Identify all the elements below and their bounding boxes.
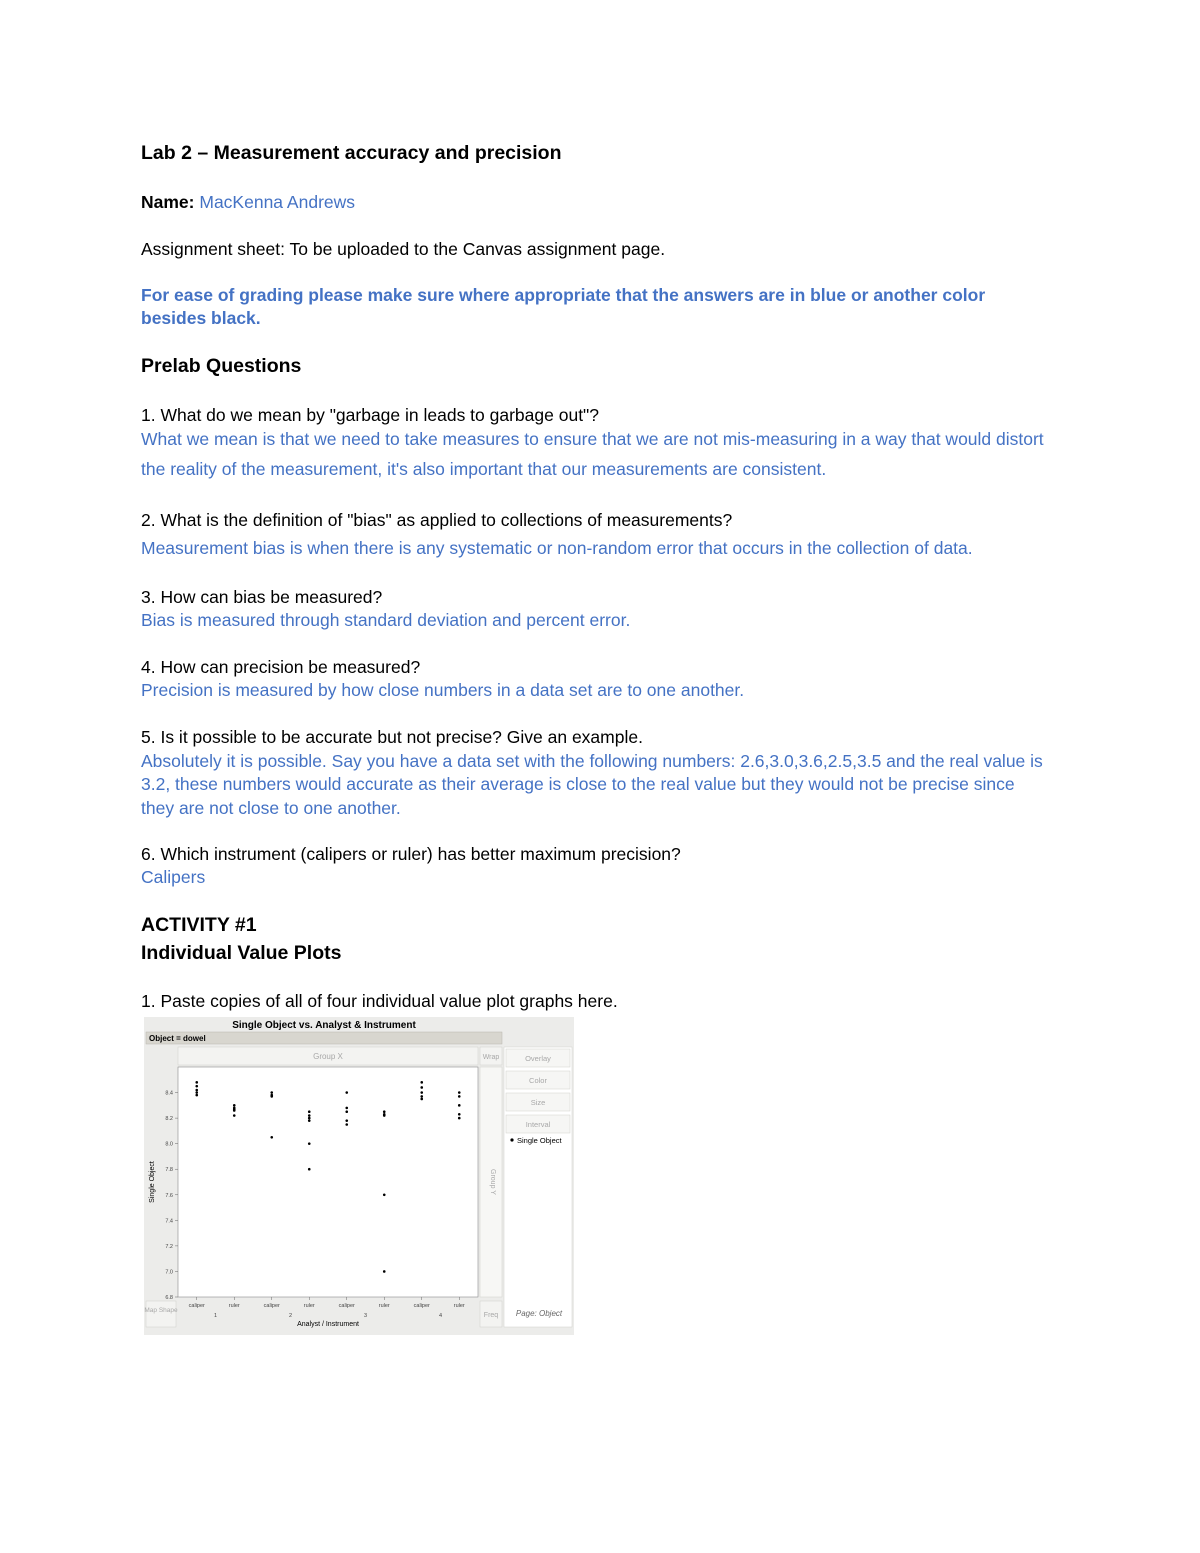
- answer-5-line2: 3.2, these numbers would accurate as their average is close to the real value but they would not be precise since: [141, 774, 1015, 794]
- answer-1-line1: What we mean is that we need to take measures to ensure that we are not mis-measuring in a way that would distort: [141, 429, 1044, 449]
- data-point: [345, 1123, 348, 1126]
- data-point: [345, 1091, 348, 1094]
- data-point: [345, 1110, 348, 1113]
- x-tick-label: ruler: [453, 1303, 465, 1309]
- page-label: Page: Object: [515, 1309, 563, 1318]
- data-point: [458, 1117, 461, 1120]
- activity-subheading: Individual Value Plots: [141, 942, 342, 964]
- data-point: [458, 1104, 461, 1107]
- legend: [510, 1136, 562, 1145]
- panel-button-label: Color: [529, 1076, 547, 1085]
- data-point: [420, 1086, 423, 1089]
- data-point: [420, 1095, 423, 1098]
- assignment-text: Assignment sheet: To be uploaded to the Canvas assignment page.: [141, 239, 666, 259]
- x-tick-label: caliper: [263, 1303, 280, 1309]
- y-tick-label: 7.4: [165, 1218, 173, 1225]
- data-point: [420, 1081, 423, 1084]
- name-value: MacKenna Andrews: [199, 192, 356, 212]
- data-point: [458, 1095, 461, 1098]
- analyst-label: 4: [438, 1313, 443, 1319]
- grading-note-line1: For ease of grading please make sure where appropriate that the answers are in blue or another color: [141, 285, 986, 305]
- data-point: [195, 1094, 198, 1097]
- doc-title: Lab 2 – Measurement accuracy and precision: [141, 142, 562, 164]
- data-point: [420, 1098, 423, 1101]
- data-point: [270, 1136, 273, 1139]
- y-tick-label: 7.0: [165, 1269, 173, 1276]
- individual-value-plot: [144, 1017, 574, 1335]
- analyst-label: 1: [213, 1313, 218, 1319]
- data-point: [308, 1119, 311, 1122]
- answer-5-line3: they are not close to one another.: [141, 798, 401, 818]
- y-axis: [165, 1091, 178, 1301]
- answer-5-line1: Absolutely it is possible. Say you have a data set with the following numbers: 2.6,3.0,3.6,2.5,3.5 and the real value is: [141, 751, 1043, 771]
- legend-marker: [510, 1138, 513, 1141]
- data-point: [420, 1091, 423, 1094]
- data-point: [233, 1104, 236, 1107]
- y-tick-label: 6.8: [165, 1295, 173, 1301]
- data-point: [195, 1089, 198, 1092]
- panel-button-label: Size: [530, 1098, 546, 1107]
- x-tick-label: caliper: [413, 1303, 430, 1309]
- x-tick-label: caliper: [188, 1303, 205, 1309]
- question-1: 1. What do we mean by "garbage in leads to garbage out"?: [141, 405, 599, 425]
- data-point: [308, 1168, 311, 1171]
- data-point: [383, 1270, 386, 1273]
- question-4: 4. How can precision be measured?: [141, 657, 421, 677]
- y-tick-label: 7.2: [165, 1243, 173, 1250]
- answer-1-line2: the reality of the measurement, it's also important that our measurements are consistent.: [141, 459, 827, 479]
- x-tick-label: ruler: [378, 1303, 390, 1309]
- data-point: [458, 1113, 461, 1116]
- x-axis: [189, 1297, 465, 1319]
- data-point: [458, 1091, 461, 1094]
- y-tick-label: 7.8: [165, 1167, 173, 1174]
- name-line: [141, 191, 355, 214]
- data-point: [233, 1114, 236, 1117]
- analyst-label: 3: [363, 1313, 368, 1319]
- name-label: Name:: [141, 192, 195, 212]
- y-tick-label: 8.0: [165, 1141, 173, 1148]
- data-point: [233, 1109, 236, 1112]
- data-point: [270, 1091, 273, 1094]
- activity-heading: ACTIVITY #1: [141, 914, 257, 936]
- question-5: 5. Is it possible to be accurate but not precise? Give an example.: [141, 727, 643, 747]
- grading-note-line2: besides black.: [141, 308, 261, 328]
- map-shape-zone[interactable]: [146, 1301, 176, 1327]
- prelab-heading: Prelab Questions: [141, 355, 302, 377]
- data-point: [308, 1142, 311, 1145]
- data-point: [270, 1095, 273, 1098]
- y-axis-label: Single Object: [149, 1161, 156, 1203]
- analyst-label: 2: [288, 1313, 293, 1319]
- data-point: [195, 1085, 198, 1088]
- x-tick-label: ruler: [303, 1303, 315, 1309]
- data-point: [195, 1081, 198, 1084]
- question-3: 3. How can bias be measured?: [141, 587, 383, 607]
- answer-2: Measurement bias is when there is any systematic or non-random error that occurs in the collection of data.: [141, 538, 973, 558]
- group-y-label: Group Y: [489, 1169, 496, 1195]
- data-point: [383, 1110, 386, 1113]
- question-6: 6. Which instrument (calipers or ruler) has better maximum precision?: [141, 844, 681, 864]
- x-tick-label: ruler: [228, 1303, 240, 1309]
- wrap-label: Wrap: [482, 1054, 500, 1061]
- question-2: 2. What is the definition of "bias" as applied to collections of measurements?: [141, 510, 733, 530]
- y-tick-label: 8.2: [165, 1116, 173, 1123]
- freq-label: Freq: [483, 1312, 499, 1319]
- data-point: [383, 1114, 386, 1117]
- panel-button-label: Overlay: [525, 1054, 551, 1063]
- x-tick-label: caliper: [338, 1303, 355, 1309]
- filter-label: Object = dowel: [149, 1034, 206, 1043]
- panel-button-label: Interval: [525, 1120, 551, 1129]
- individual-value-plot-screenshot: [144, 1017, 574, 1335]
- data-point: [308, 1110, 311, 1113]
- y-tick-label: 7.6: [165, 1192, 173, 1199]
- data-point: [195, 1091, 198, 1094]
- answer-3: Bias is measured through standard deviation and percent error.: [141, 610, 631, 630]
- data-point: [345, 1107, 348, 1110]
- x-axis-label: Analyst / Instrument: [297, 1321, 359, 1328]
- answer-4: Precision is measured by how close numbers in a data set are to one another.: [141, 680, 745, 700]
- answer-6: Calipers: [141, 867, 206, 887]
- data-point: [308, 1114, 311, 1117]
- data-point: [383, 1193, 386, 1196]
- data-point: [308, 1117, 311, 1120]
- data-point: [345, 1119, 348, 1122]
- map-shape-label: Map Shape: [144, 1307, 178, 1314]
- y-tick-label: 8.4: [165, 1090, 173, 1097]
- group-x-label: Group X: [313, 1052, 343, 1061]
- plot-area: [178, 1067, 478, 1297]
- activity-question-1: 1. Paste copies of all of four individual value plot graphs here.: [141, 991, 618, 1011]
- legend-entry: Single Object: [517, 1136, 562, 1145]
- chart-title: Single Object vs. Analyst & Instrument: [232, 1020, 416, 1031]
